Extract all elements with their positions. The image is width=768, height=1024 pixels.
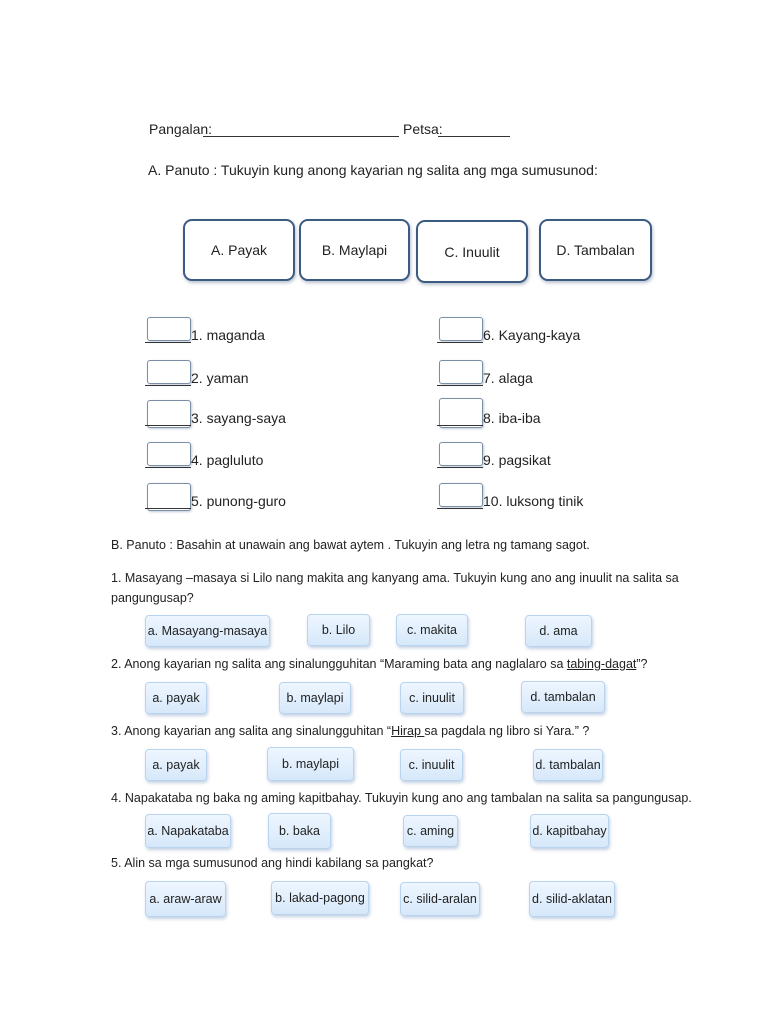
item-word: 10. luksong tinik	[483, 493, 584, 509]
date-label: Petsa:	[403, 121, 443, 137]
item-word: 5. punong-guro	[191, 493, 286, 509]
part-a-item	[437, 442, 637, 472]
category-box-inuulit: C. Inuulit	[416, 220, 528, 283]
item-word: 8. iba-iba	[483, 410, 541, 426]
part-a-item	[437, 317, 637, 347]
answer-box[interactable]	[147, 483, 191, 511]
item-word: 6. Kayang-kaya	[483, 327, 581, 343]
answer-line	[145, 467, 191, 468]
q2-choice-b[interactable]: b. maylapi	[279, 682, 351, 714]
q3-choice-b[interactable]: b. maylapi	[267, 747, 354, 781]
question-3-text: 3. Anong kayarian ang salita ang sinalungguhitan “	[111, 724, 392, 738]
question-2-end: ”?	[636, 657, 648, 671]
answer-line	[145, 342, 191, 343]
answer-line	[437, 508, 483, 509]
date-field-line[interactable]	[438, 136, 510, 137]
part-a-item	[145, 483, 345, 513]
part-a-item	[145, 400, 345, 430]
question-1-line-2: pangungusap?	[111, 591, 194, 605]
question-3-end: sa pagdala ng libro si Yara.” ?	[424, 724, 590, 738]
q2-choice-d[interactable]: d. tambalan	[521, 681, 605, 713]
question-1-line-1: 1. Masayang –masaya si Lilo nang makita ang kanyang ama. Tukuyin kung ano ang inuulit na salita sa	[111, 571, 679, 585]
answer-line	[145, 508, 191, 509]
question-2-underlined-word: tabing-dagat	[566, 657, 637, 671]
question-1	[111, 568, 679, 608]
answer-line	[437, 425, 483, 426]
q3-choice-a[interactable]: a. payak	[145, 749, 207, 781]
q1-choice-c[interactable]: c. makita	[396, 614, 468, 646]
q5-choice-c[interactable]: c. silid-aralan	[400, 882, 480, 916]
answer-line	[437, 467, 483, 468]
q1-choice-a[interactable]: a. Masayang-masaya	[145, 615, 270, 647]
item-word: 9. pagsikat	[483, 452, 551, 468]
answer-box[interactable]	[147, 317, 191, 341]
answer-box[interactable]	[439, 360, 483, 384]
category-box-payak: A. Payak	[183, 219, 295, 281]
q1-choice-d[interactable]: d. ama	[525, 615, 592, 647]
q5-choice-b[interactable]: b. lakad-pagong	[271, 881, 369, 915]
answer-line	[145, 425, 191, 426]
q5-choice-d[interactable]: d. silid-aklatan	[529, 881, 615, 917]
q2-choice-c[interactable]: c. inuulit	[400, 682, 464, 714]
item-word: 2. yaman	[191, 370, 249, 386]
answer-line	[437, 342, 483, 343]
category-box-maylapi: B. Maylapi	[299, 219, 410, 281]
question-3-underlined-word: Hirap	[391, 724, 425, 738]
answer-line	[145, 385, 191, 386]
q5-choice-a[interactable]: a. araw-araw	[145, 881, 226, 917]
q2-choice-a[interactable]: a. payak	[145, 682, 207, 714]
part-b-instruction: B. Panuto : Basahin at unawain ang bawat aytem . Tukuyin ang letra ng tamang sagot.	[111, 538, 590, 552]
q4-choice-b[interactable]: b. baka	[268, 813, 331, 849]
part-a-item	[145, 442, 345, 472]
answer-line	[437, 385, 483, 386]
part-a-item	[437, 483, 637, 513]
part-a-item	[145, 317, 345, 347]
q3-choice-c[interactable]: c. inuulit	[400, 749, 463, 781]
answer-box[interactable]	[439, 483, 483, 507]
question-2	[111, 654, 648, 674]
question-2-text: 2. Anong kayarian ng salita ang sinalungguhitan “Maraming bata ang naglalaro sa	[111, 657, 567, 671]
item-word: 1. maganda	[191, 327, 265, 343]
question-4: 4. Napakataba ng baka ng aming kapitbahay. Tukuyin kung ano ang tambalan na salita sa pangungusap.	[111, 791, 692, 805]
q1-choice-b[interactable]: b. Lilo	[307, 614, 370, 646]
answer-box[interactable]	[439, 398, 483, 428]
part-a-instruction: A. Panuto : Tukuyin kung anong kayarian ng salita ang mga sumusunod:	[148, 162, 598, 178]
answer-box[interactable]	[439, 442, 483, 466]
q3-choice-d[interactable]: d. tambalan	[533, 749, 603, 781]
q4-choice-c[interactable]: c. aming	[403, 815, 458, 847]
answer-box[interactable]	[147, 400, 191, 428]
question-5: 5. Alin sa mga sumusunod ang hindi kabilang sa pangkat?	[111, 856, 434, 870]
item-word: 4. pagluluto	[191, 452, 264, 468]
name-label: Pangalan:	[149, 121, 213, 137]
question-3	[111, 721, 589, 741]
part-a-item	[437, 360, 637, 390]
answer-box[interactable]	[147, 442, 191, 466]
answer-box[interactable]	[439, 317, 483, 341]
q4-choice-a[interactable]: a. Napakataba	[145, 814, 231, 848]
name-field-line[interactable]	[203, 136, 399, 137]
item-word: 3. sayang-saya	[191, 410, 286, 426]
item-word: 7. alaga	[483, 370, 533, 386]
category-box-tambalan: D. Tambalan	[539, 219, 652, 281]
answer-box[interactable]	[147, 360, 191, 384]
part-a-item	[145, 360, 345, 390]
part-a-item	[437, 398, 637, 428]
q4-choice-d[interactable]: d. kapitbahay	[530, 814, 609, 848]
